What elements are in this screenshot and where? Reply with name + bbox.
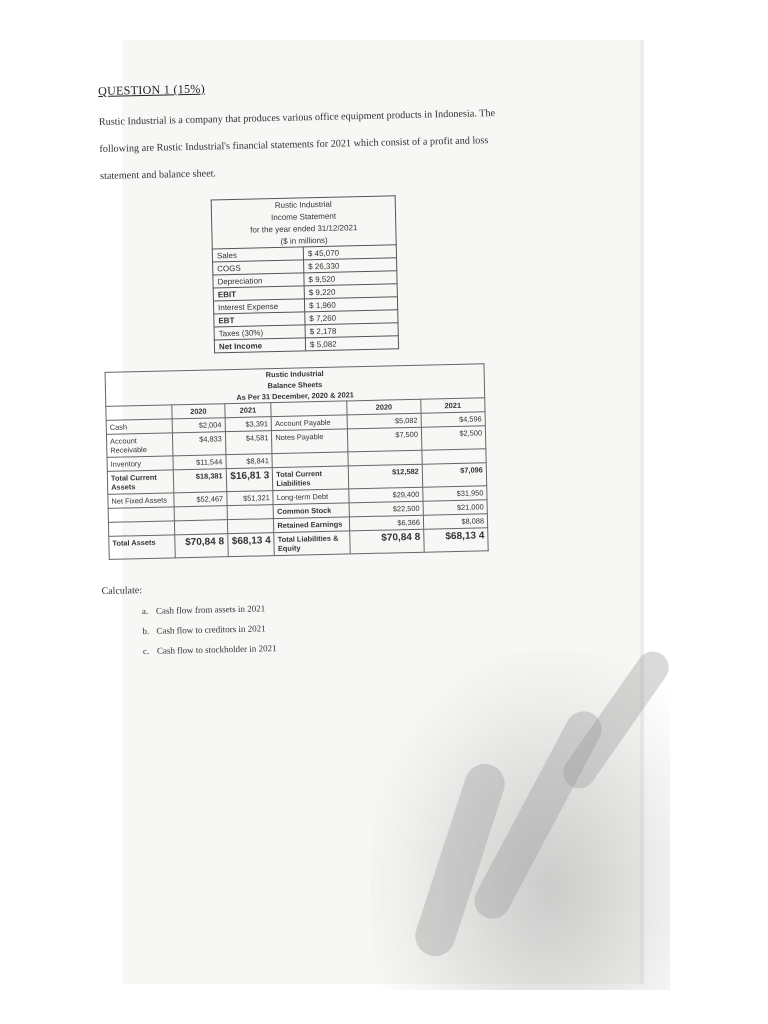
list-text: Cash flow to creditors in 2021 [156, 623, 266, 636]
bs-value: $68,13 4 [424, 528, 489, 552]
bs-value: $2,004 [172, 418, 225, 433]
bs-value: $11,544 [173, 455, 226, 470]
list-marker: b. [142, 625, 150, 637]
calculate-label: Calculate: [101, 585, 143, 598]
bs-value: $51,321 [226, 491, 273, 506]
bs-year: 2020 [347, 399, 421, 415]
intro-line: statement and balance sheet. [99, 168, 217, 182]
is-value: $ 45,070 [303, 245, 396, 260]
bs-year: 2020 [172, 404, 225, 419]
bs-empty-cell [175, 520, 228, 535]
bs-header: As Per 31 December, 2020 & 2021 [106, 386, 485, 406]
is-header: ($ in millions) [212, 232, 396, 249]
bs-empty-cell [106, 405, 173, 420]
question-title: QUESTION 1 (15%) [98, 81, 206, 98]
list-item [143, 637, 535, 656]
list-marker: a. [141, 605, 149, 617]
bs-liability-label: Common Stock [273, 503, 349, 519]
bs-empty-cell [108, 507, 175, 522]
intro-line: Rustic Industrial is a company that produces various office equipment products in Indonesia. The [98, 108, 496, 128]
balance-sheet-table [105, 363, 489, 560]
bs-value: $4,833 [173, 432, 226, 456]
bs-liability-label: Account Payable [271, 415, 347, 431]
bs-value: $4,596 [421, 412, 485, 427]
calculate-list [110, 597, 535, 657]
bs-value: $3,391 [225, 417, 272, 432]
bs-value: $18,381 [173, 469, 226, 493]
list-text: Cash flow from assets in 2021 [155, 603, 266, 616]
bs-liability-label: Notes Payable [272, 429, 348, 454]
bs-asset-label: Inventory [107, 456, 174, 471]
bs-value: $68,13 4 [227, 533, 274, 557]
bs-value: $70,84 8 [350, 529, 424, 554]
is-label: EBT [214, 312, 305, 327]
intro-line: following are Rustic Industrial's financial statements for 2021 which consist of a profit and loss [99, 135, 489, 155]
bs-liability-label: Total Current Liabilities [273, 466, 349, 491]
bs-asset-label: Total Assets [109, 535, 176, 559]
bs-value: $16,81 3 [226, 468, 273, 492]
paper-edge [640, 40, 644, 984]
is-label: Sales [212, 247, 303, 262]
bs-value: $70,84 8 [175, 534, 228, 558]
bs-value: $22,500 [349, 501, 423, 517]
bs-value: $6,366 [350, 515, 424, 531]
bs-value: $5,082 [347, 413, 421, 429]
is-label: Interest Expense [213, 299, 304, 314]
income-statement-table [211, 195, 399, 353]
bs-value: $29,400 [349, 487, 423, 503]
list-item [142, 617, 534, 636]
bs-value: $7,500 [348, 427, 422, 452]
is-header: Income Statement [211, 208, 395, 224]
bs-header: Balance Sheets [105, 375, 484, 395]
background-top [0, 0, 768, 40]
is-value: $ 2,178 [305, 323, 398, 338]
bs-value: $2,500 [421, 426, 486, 450]
is-label: Depreciation [213, 273, 304, 288]
bs-value: $31,950 [423, 486, 487, 501]
bs-value: $7,096 [422, 463, 487, 487]
document-content [98, 74, 535, 666]
is-label: Taxes (30%) [214, 325, 305, 340]
is-value: $ 1,960 [304, 297, 397, 312]
bs-liability-label: Total Liabilities & Equity [274, 531, 350, 556]
bs-empty-cell [227, 519, 274, 534]
bs-empty-cell [227, 505, 274, 520]
bs-value: $4,581 [225, 431, 272, 455]
bs-asset-label: Net Fixed Assets [108, 493, 175, 508]
bs-value: $8,088 [423, 514, 487, 529]
is-header: Rustic Industrial [211, 196, 395, 213]
is-label: EBIT [213, 286, 304, 301]
bs-empty-cell [108, 521, 175, 536]
bs-value: $52,467 [174, 492, 227, 507]
bs-value: $21,000 [423, 500, 487, 515]
bs-header: Rustic Industrial [105, 364, 484, 384]
is-value: $ 9,520 [304, 271, 397, 286]
table-row [214, 336, 398, 353]
bs-asset-label: Account Receivable [106, 433, 173, 457]
bs-empty-cell [422, 449, 486, 464]
bs-asset-label: Total Current Assets [107, 470, 174, 494]
bs-liability-label: Long-term Debt [273, 489, 349, 505]
bs-value: $12,582 [348, 464, 422, 489]
intro-paragraph [99, 100, 517, 190]
bs-empty-cell [174, 506, 227, 521]
bs-year: 2021 [224, 403, 271, 418]
is-value: $ 7,260 [305, 310, 398, 325]
list-text: Cash flow to stockholder in 2021 [156, 643, 277, 656]
is-label: Net Income [214, 338, 305, 353]
bs-year: 2021 [421, 398, 485, 413]
is-header: for the year ended 31/12/2021 [212, 220, 396, 236]
list-item [142, 597, 534, 616]
list-marker: c. [142, 645, 150, 657]
bs-liability-label: Retained Earnings [274, 517, 350, 533]
is-label: COGS [213, 260, 304, 275]
bs-asset-label: Cash [106, 419, 173, 434]
is-value: $ 5,082 [305, 336, 398, 351]
is-value: $ 9,220 [304, 284, 397, 299]
is-value: $ 26,330 [304, 258, 397, 273]
bs-value: $8,841 [226, 454, 273, 469]
